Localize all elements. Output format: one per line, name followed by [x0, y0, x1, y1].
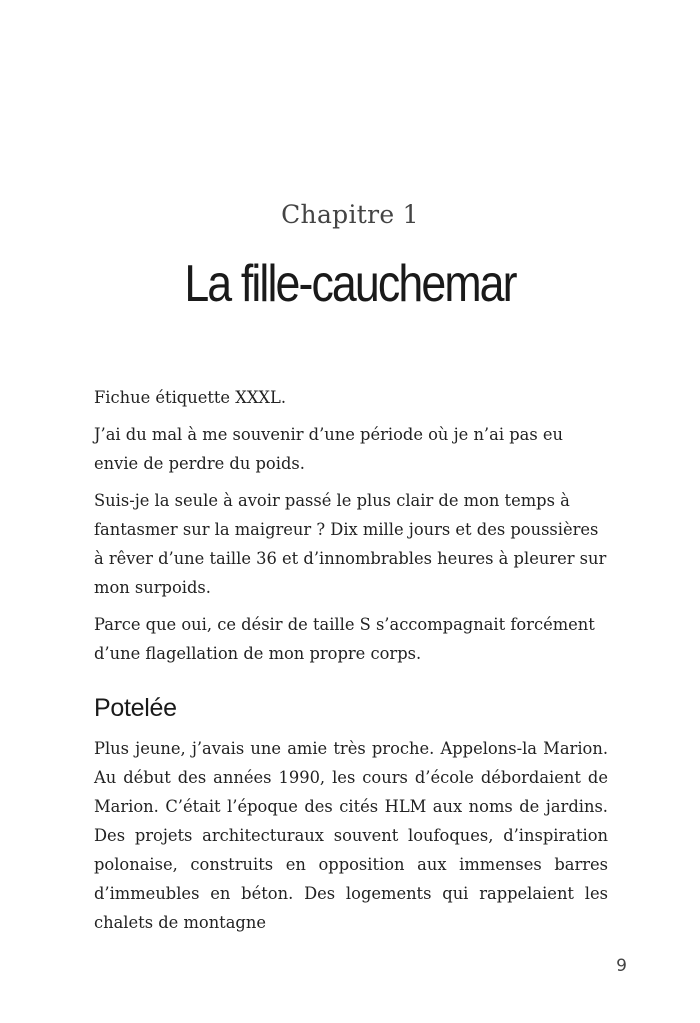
chapter-label: Chapitre 1: [281, 200, 419, 229]
section-text: [94, 734, 608, 945]
paragraph: Plus jeune, j’avais une amie très proche. Appelons-la Marion. Au début des années 1990, les cours d’école débordaient de Marion. C’était l’époque des cités HLM aux noms de jardins. Des projets architecturaux souvent loufoques, d’inspiration polonaise, construits en opposition aux immenses barres d’immeubles en béton. Des logements qui rappelaient les chalets de montagne: [94, 739, 608, 932]
section-heading: Potelée: [94, 694, 177, 722]
paragraph: Suis-je la seule à avoir passé le plus clair de mon temps à fantasmer sur la maigreur ? Dix mille jours et des poussières à rêver d’une taille 36 et d’innombrables heures à pleurer sur mon surpoids.: [94, 491, 607, 597]
paragraph: Parce que oui, ce désir de taille S s’accompagnait forcément d’une flagellation de mon propre corps.: [94, 615, 595, 663]
intro-text: [94, 383, 608, 676]
paragraph: J’ai du mal à me souvenir d’une période où je n’ai pas eu envie de perdre du poids.: [94, 425, 563, 473]
page-number: 9: [616, 956, 627, 976]
paragraph: Fichue étiquette XXXL.: [94, 388, 286, 407]
chapter-title: La fille-cauchemar: [184, 255, 516, 313]
